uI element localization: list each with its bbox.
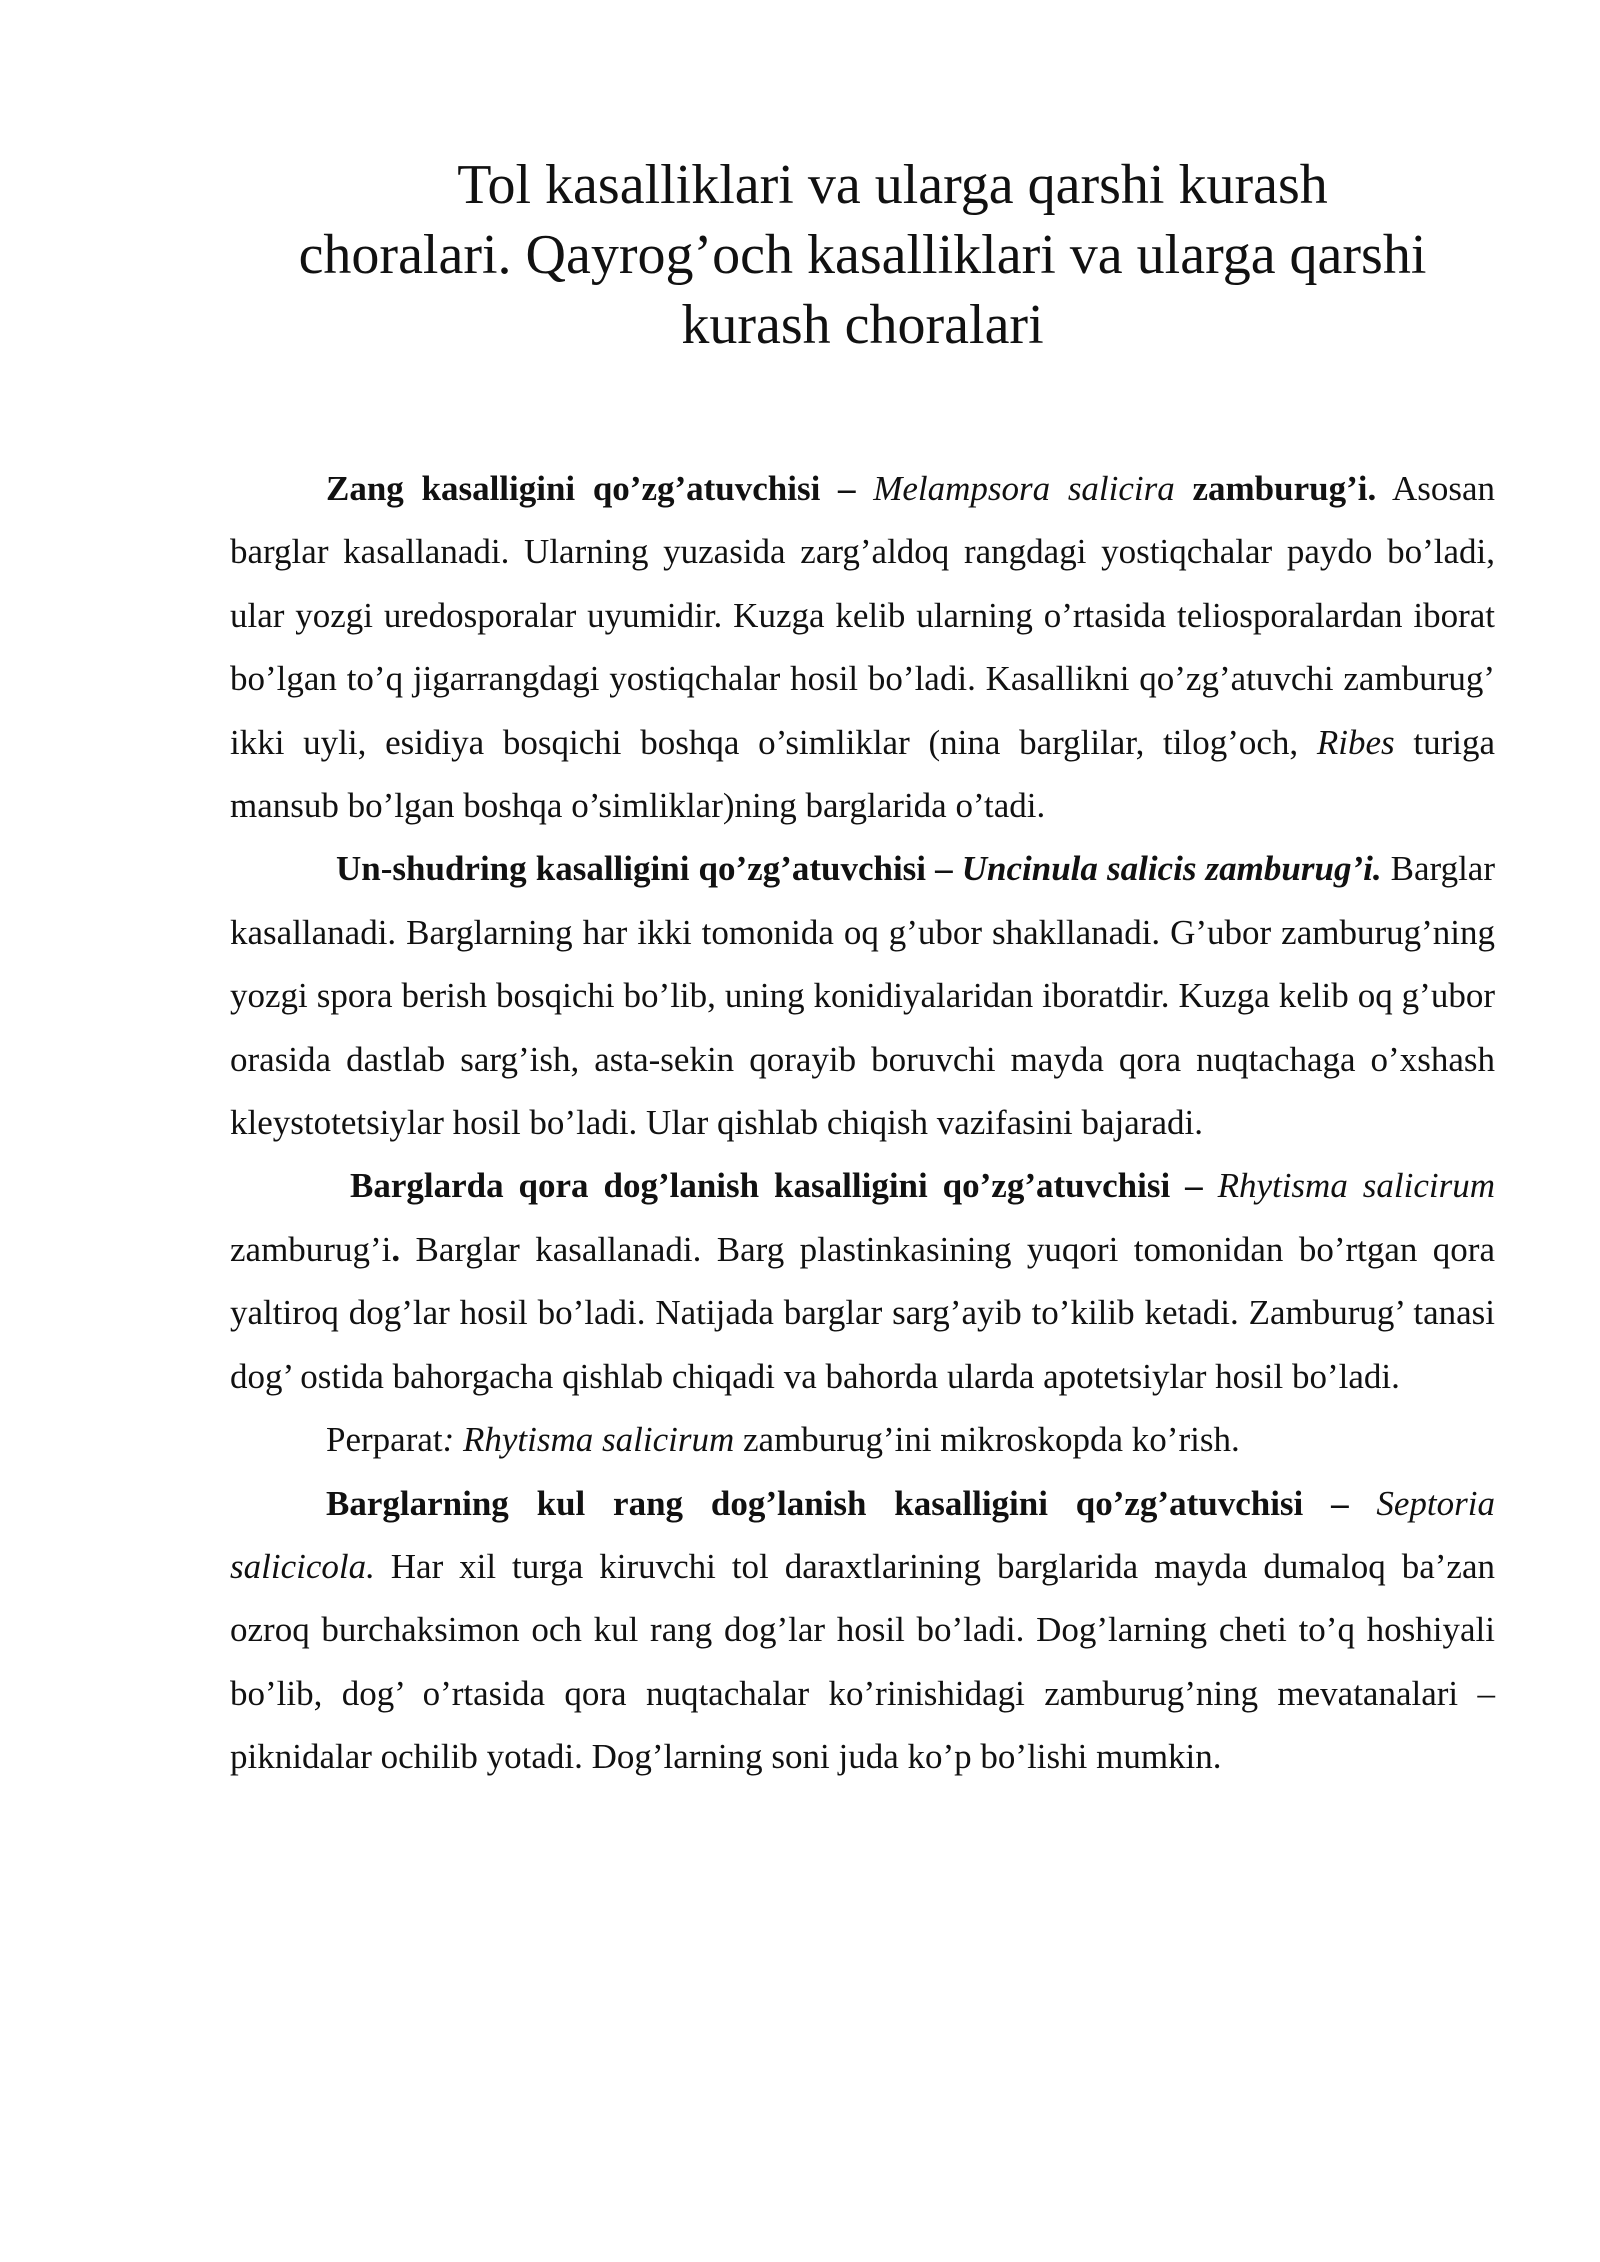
preparat-colon: :: [442, 1420, 455, 1460]
qora-dog-dot: .: [391, 1229, 401, 1269]
kul-rang-text: Har xil turga kiruvchi tol daraxtlarining barglarida mayda dumaloq ba’zan ozroq burchaksimon och kul rang dog’lar hosil bo’ladi. Dog’larning cheti to’q hoshiyali bo’lib, dog’ o’rtasida qora nuqtachalar ko’rinishidagi zamburug’ning mevatanalari – piknidalar ochilib yotadi. Dog’larning soni juda ko’p bo’lishi mumkin.: [230, 1546, 1495, 1777]
paragraph-zang: [230, 457, 1495, 837]
qora-dog-text: Barglar kasallanadi. Barg plastinkasining yuqori tomonidan bo’rtgan qora yaltiroq dog’lar hosil bo’ladi. Natijada barglar sarg’ayib to’kilib ketadi. Zamburug’ tanasi dog’ ostida bahorgacha qishlab chiqadi va bahorda ularda apotetsiylar hosil bo’ladi.: [230, 1229, 1495, 1396]
zang-heading-end: zamburug’i.: [1174, 469, 1377, 508]
preparat-label: Perparat: [326, 1420, 443, 1460]
document-page: [230, 150, 1495, 1789]
zang-text-2: turiga mansub bo’lgan boshqa o’simliklar)ning barglarida o’tadi.: [230, 722, 1496, 826]
zang-heading: Zang kasalligini qo’zg’atuvchisi –: [326, 469, 874, 508]
un-shudring-heading: Un-shudring kasalligini qo’zg’atuvchisi –: [336, 849, 962, 889]
zang-pathogen-name: Melampsora salicira: [873, 469, 1175, 508]
document-title: [230, 150, 1495, 360]
zang-text-1: Asosan barglar kasallanadi. Ularning yuzasida zarg’aldoq rangdagi yostiqchalar paydo bo’ladi, ular yozgi uredosporalar uyumidir. Kuzga kelib ularning o’rtasida teliosporalardan iborat bo’lgan to’q jigarrangdagi yostiqchalar hosil bo’ladi. Kasallikni qo’zg’atuvchi zamburug’ ikki uyli, esidiya bosqichi boshqa o’simliklar (nina barglilar, tilog’och,: [230, 469, 1496, 762]
kul-rang-heading: Barglarning kul rang dog’lanish kasalligini qo’zg’atuvchisi –: [326, 1483, 1377, 1523]
preparat-pathogen-name: Rhytisma salicirum: [454, 1420, 735, 1460]
title-line-3: kurash choralari: [681, 294, 1044, 356]
paragraph-qora-dog: [230, 1154, 1495, 1408]
qora-dog-heading: Barglarda qora dog’lanish kasalligini qo’zg’atuvchisi –: [350, 1166, 1218, 1206]
zang-ribes: Ribes: [1316, 722, 1395, 762]
paragraph-un-shudring: [230, 837, 1495, 1154]
kul-rang-pathogen-name: Septoria salicicola.: [230, 1483, 1495, 1586]
paragraph-kul-rang: [230, 1472, 1495, 1789]
qora-dog-word: zamburug’i: [230, 1229, 392, 1269]
un-shudring-pathogen-name: Uncinula salicis zamburug’i.: [961, 849, 1382, 889]
document-body: [230, 457, 1495, 1789]
qora-dog-pathogen-name: Rhytisma salicirum: [1217, 1166, 1495, 1206]
paragraph-preparat: [230, 1408, 1495, 1471]
preparat-text: zamburug’ini mikroskopda ko’rish.: [734, 1420, 1240, 1460]
title-line-1: Tol kasalliklari va ularga qarshi kurash: [457, 154, 1328, 216]
un-shudring-text: Barglar kasallanadi. Barglarning har ikki tomonida oq g’ubor shakllanadi. G’ubor zamburug’ning yozgi spora berish bosqichi bo’lib, uning konidiyalaridan iboratdir. Kuzga kelib oq g’ubor orasida dastlab sarg’ish, asta-sekin qorayib boruvchi mayda qora nuqtachaga o’xshash kleystotetsiylar hosil bo’ladi. Ular qishlab chiqish vazifasini bajaradi.: [230, 849, 1495, 1143]
title-line-2: choralari. Qayrog’och kasalliklari va ularga qarshi: [298, 224, 1427, 286]
